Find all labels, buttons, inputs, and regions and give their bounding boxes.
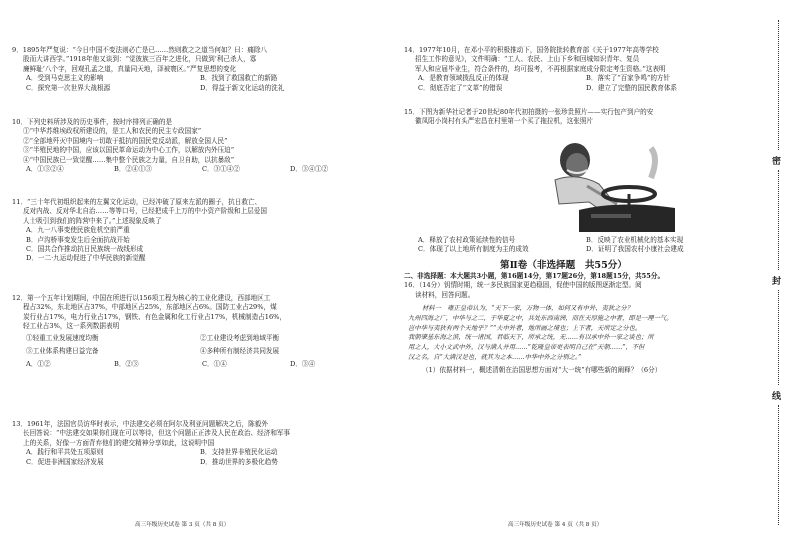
tractor-photo [533, 136, 675, 232]
q11-line: 11．“三十年代初组织起来的左翼文化运动，已经冲破了原来左派的圈子，抗日救亡、 [12, 198, 262, 206]
question-16-1 [422, 366, 661, 375]
q11-option-d[interactable]: D．一二·九运动促进了中华民族的新觉醒 [26, 254, 146, 263]
q9-line: 股而大讲西学。”1918年他又谈到：“觉彼族三百年之进化，只做到‘利己杀人，寡 [23, 55, 257, 64]
q11-option-a[interactable]: A．九一八事变使民族危机空前严重 [26, 226, 130, 235]
q14-line: 军人和应届毕业生，符合条件的，均可报考，不再根据家庭成分限定考生资格。”这表明 [415, 64, 666, 73]
page-footer-right: 高三年级历史试卷 第 4 页（共 8 页） [508, 522, 603, 528]
q10-option-a[interactable]: A．①③②④ [26, 165, 64, 174]
q15-option-d[interactable]: D．证明了我国农村小康社会建成 [586, 245, 684, 254]
q14-line: 招生工作的意见》，文件明确：“工人、农民、上山下乡和回城知识青年、复员 [415, 55, 640, 64]
q13-option-d[interactable]: D．推动世界的多极化趋势 [200, 457, 278, 466]
q15-option-a[interactable]: A．释放了农村政策延续性的信号 [418, 236, 516, 244]
q10-item: ③“半殖民地的中国，应该以国民革命运动为中心工作，以解放内外压迫” [23, 146, 235, 155]
question-14 [404, 46, 677, 93]
q9-line: 9．1895年严复说：“今日中国不变法则必亡是已……然则救之之道当何如？曰：痛除八 [12, 46, 268, 54]
section-2-instructions: 二、非选择题：本大题共3小题，第16题14分，第17题26分，第18题15分，共55分。 [404, 272, 665, 280]
binding-dotted-line [778, 20, 781, 150]
q13-line: 上的关系，好像一方面背弃他们的建交精神分享如此，这说明中国 [23, 438, 215, 447]
q11-line: 反对内战、反对华北自治……等等口号，已经把成千上万的中小资产阶级和上层爱国 [23, 207, 267, 216]
q10-item: ①“中华苏维埃政权所建设的，是工人和农民的民主专政国家” [23, 127, 202, 136]
material-line: 材料一 雍正皇帝认为，“天下一家，万物一体，如何又有中外、夷狄之分？ [422, 305, 634, 312]
q11-line: 人士吸引到我们的阵营中来了。”上述现象反映了 [23, 216, 162, 225]
material-1 [408, 304, 672, 363]
section-2-block [404, 272, 664, 300]
binding-char-feng: 封 [772, 277, 782, 287]
material-line: 九州四海之广，中华与之二，于华夏之中，共处东西南洲，而在天厚施之中者，即是一理一气。 [408, 314, 673, 322]
part-2-title: 第Ⅱ卷（非选择题 共55分） [500, 260, 627, 271]
material-line: 汉之名，自“大满汉是也，就其为之本……中华中外之分别之。” [408, 353, 582, 361]
q12-line: 12．第一个五年计划期间，中国在所进行以156项工程为核心的工业化建设，西部地区工 [12, 294, 271, 302]
q14-option-d[interactable]: D．建立了完整的国民教育体系 [586, 83, 678, 92]
q10-item: ②“全部地歼灭中国境内一切敢于抵抗的国民党反动派，解放全国人民” [23, 136, 228, 145]
q12-option-c[interactable]: C．①④ [202, 360, 227, 369]
q13-line: 长回答说：“中法建交如果你们现在可以等待，但这个问题正正涉及人民在政治、经济和军事 [23, 429, 291, 438]
q12-option-b[interactable]: B．②③ [114, 360, 139, 369]
q12-statement-1: ①轻重工业发展速度均衡 [26, 333, 99, 342]
q9-option-d[interactable]: D．得益于新文化运动的洗礼 [200, 83, 285, 92]
q10-stem: 10．下列史料所涉及的历史事件，按时序排列正确的是 [12, 118, 173, 126]
q13-option-b[interactable]: B．支持世界非殖民化运动 [200, 448, 278, 457]
q16-1-prompt: （1）依据材料一，概述清朝在治国思想方面对“大一统”有哪些新的阐释？（6分） [422, 366, 662, 374]
question-11 [12, 198, 267, 264]
question-12 [12, 294, 315, 370]
q9-option-b[interactable]: B．找到了救国救亡的新路 [200, 74, 278, 83]
q14-line: 14．1977年10月，在邓小平的积极推动下，国务院批转教育部《关于1977年高等学校 [404, 46, 659, 54]
binding-dotted-line [778, 290, 781, 385]
material-line: 用之人，大小文武中外，汉与满人并用……”乾隆皇帝更表明自己在“天朝……”，不但 [408, 344, 645, 352]
q13-option-a[interactable]: A．践行和平共处五项原则 [26, 448, 104, 457]
binding-dotted-line [778, 405, 781, 525]
q10-option-c[interactable]: C．③①④② [202, 165, 241, 174]
q9-option-c[interactable]: C．探究第一次世界大战根源 [26, 83, 111, 92]
q14-option-a[interactable]: A．是教育领域拨乱反正的体现 [418, 74, 509, 83]
q9-option-a[interactable]: A．受到马克思主义的影响 [26, 74, 104, 83]
q12-statement-2: ②工业建设考虑到地域平衡 [200, 333, 280, 342]
q10-option-b[interactable]: B．②④①③ [114, 165, 152, 174]
q12-line: 炭行业占17%，电力行业占17%，钢铁、有色金属和化工行业占17%，机械制造占16%， [23, 312, 287, 321]
q11-option-c[interactable]: C．国共合作推动抗日民族统一战线形成 [26, 245, 144, 254]
q10-item: ④“中国民族已一致觉醒……集中整个民族之力量，自卫自助，以抗暴敌” [23, 155, 235, 164]
binding-char-mi: 密 [772, 157, 782, 167]
question-15 [404, 108, 653, 127]
q15-option-b[interactable]: B．反映了农业机械化的基本实现 [586, 236, 684, 244]
q12-statement-3: ③工业体系构建日益完备 [26, 347, 99, 356]
q15-line: 徽凤阳小岗村有头严宏昌在村里第一个买了拖拉机，这张照片 [415, 117, 594, 126]
q12-line: 轻工业占3%，这一系列数据表明 [23, 322, 120, 331]
question-13 [12, 420, 290, 467]
q9-line: 廉鲜耻’八个字，回观孔孟之道，真量同天地，泽被寰区。”严复思想的变化 [23, 64, 237, 73]
q13-option-c[interactable]: C．促进非洲国家经济发展 [26, 457, 104, 466]
q12-option-d[interactable]: D．③④ [290, 360, 316, 369]
q15-option-c[interactable]: C．体现了以上地所有制度为主的成效 [418, 245, 529, 254]
binding-char-xian: 线 [772, 392, 782, 402]
q16-intro: 读材料，回答问题。 [415, 290, 475, 299]
q14-option-b[interactable]: B．落实了“百家争鸣”的方针 [586, 74, 671, 83]
q10-option-d[interactable]: D．③④①② [290, 165, 329, 174]
page-footer-left: 高三年级历史试卷 第 3 页（共 8 页） [135, 522, 230, 528]
q13-line: 13．1961年，法国官员访华时表示，中法建交必须在阿尔及利亚问题解决之后，陈毅外 [12, 420, 268, 428]
question-10 [12, 118, 328, 174]
q12-statement-4: ④多种所有制经济共同发展 [200, 347, 280, 356]
binding-margin [768, 0, 790, 542]
question-15-options [404, 236, 684, 255]
q11-option-b[interactable]: B．卢沟桥事变发生后全面抗战开始 [26, 235, 130, 244]
material-line: 岂中华与夷狄有两个天地乎？”“夫中外者，地所画之境也；上下者，天所定之分也。 [408, 324, 642, 332]
question-9 [12, 46, 284, 93]
binding-dotted-line [778, 170, 781, 270]
right-page [400, 0, 794, 542]
q15-line: 15．下图为新华社记者于20世纪80年代初拍摄的一张珍贵照片——实行包产到户的安 [404, 108, 654, 116]
tractor-photo-illustration [533, 136, 675, 232]
q12-option-a[interactable]: A．①② [26, 360, 51, 369]
q12-line: 程占32%，东北地区占37%，中部地区占25%，东部地区占6%。国防工业占29%，煤 [23, 303, 277, 312]
q16-intro: 16．（14分）钥情时期，统一多民族国家更趋稳固，促使中国的版图逐渐定型。阅 [404, 281, 642, 290]
q14-option-c[interactable]: C．彻底否定了“文革”的错误 [418, 83, 503, 92]
material-line: 我朝肇基东海之滨，统一诸国，君临天下，所承之统，无……有以承中外一家之谈也；所 [408, 334, 654, 342]
